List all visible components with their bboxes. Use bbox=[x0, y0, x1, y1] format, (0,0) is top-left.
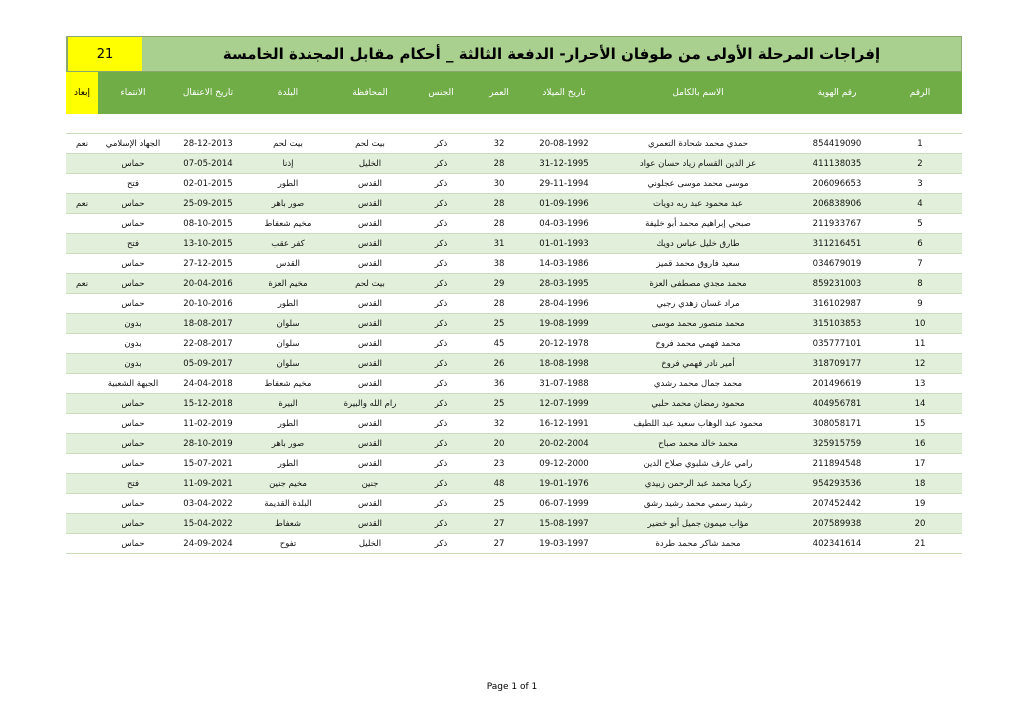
cell-arrest: 25-09-2015 bbox=[168, 194, 248, 214]
table-row bbox=[66, 454, 962, 474]
cell-num: 8 bbox=[878, 274, 962, 294]
cell-deport: نعم bbox=[66, 134, 98, 154]
cell-num: 12 bbox=[878, 354, 962, 374]
cell-num: 13 bbox=[878, 374, 962, 394]
cell-affiliation: فتح bbox=[98, 234, 168, 254]
cell-gender: ذكر bbox=[412, 314, 470, 334]
table-row bbox=[66, 394, 962, 414]
cell-name: طارق خليل عباس دويك bbox=[600, 234, 796, 254]
cell-deport bbox=[66, 434, 98, 454]
cell-id: 308058171 bbox=[796, 414, 878, 434]
cell-affiliation: حماس bbox=[98, 274, 168, 294]
table-row bbox=[66, 534, 962, 554]
cell-deport: نعم bbox=[66, 274, 98, 294]
cell-town: مخيم جنين bbox=[248, 474, 328, 494]
cell-birth: 09-12-2000 bbox=[528, 454, 600, 474]
cell-governorate: القدس bbox=[328, 374, 412, 394]
cell-deport bbox=[66, 374, 98, 394]
cell-age: 28 bbox=[470, 214, 528, 234]
cell-town: البلدة القديمة bbox=[248, 494, 328, 514]
cell-name: محمد جمال محمد رشدي bbox=[600, 374, 796, 394]
cell-id: 859231003 bbox=[796, 274, 878, 294]
cell-id: 854419090 bbox=[796, 134, 878, 154]
cell-age: 23 bbox=[470, 454, 528, 474]
cell-num: 5 bbox=[878, 214, 962, 234]
cell-gender: ذكر bbox=[412, 134, 470, 154]
prisoners-table bbox=[66, 72, 962, 554]
cell-town: شعفاط bbox=[248, 514, 328, 534]
col-affiliation-header: الانتماء bbox=[98, 72, 168, 114]
sheet-title: إفراجات المرحلة الأولى من طوفان الأحرار- الدفعة الثالثة _ أحكام مقابل المجندة الخامسة bbox=[142, 37, 961, 71]
cell-governorate: القدس bbox=[328, 414, 412, 434]
cell-age: 29 bbox=[470, 274, 528, 294]
cell-age: 30 bbox=[470, 174, 528, 194]
cell-arrest: 27-12-2015 bbox=[168, 254, 248, 274]
cell-town: الطور bbox=[248, 414, 328, 434]
cell-age: 31 bbox=[470, 234, 528, 254]
cell-age: 25 bbox=[470, 394, 528, 414]
table-row bbox=[66, 254, 962, 274]
cell-governorate: بيت لحم bbox=[328, 274, 412, 294]
total-count-cell: 21 bbox=[67, 37, 142, 71]
cell-governorate: القدس bbox=[328, 434, 412, 454]
table-row bbox=[66, 334, 962, 354]
cell-gender: ذكر bbox=[412, 354, 470, 374]
cell-id: 206096653 bbox=[796, 174, 878, 194]
col-arrest-header: تاريخ الاعتقال bbox=[168, 72, 248, 114]
cell-num: 10 bbox=[878, 314, 962, 334]
cell-id: 206838906 bbox=[796, 194, 878, 214]
cell-birth: 20-02-2004 bbox=[528, 434, 600, 454]
cell-town: الطور bbox=[248, 174, 328, 194]
release-list-sheet bbox=[66, 36, 962, 554]
cell-arrest: 28-10-2019 bbox=[168, 434, 248, 454]
cell-arrest: 22-08-2017 bbox=[168, 334, 248, 354]
cell-name: رامي عارف شلبوي صلاح الدين bbox=[600, 454, 796, 474]
cell-num: 3 bbox=[878, 174, 962, 194]
cell-town: صور باهر bbox=[248, 194, 328, 214]
table-row bbox=[66, 434, 962, 454]
cell-num: 14 bbox=[878, 394, 962, 414]
table-row bbox=[66, 234, 962, 254]
cell-arrest: 11-02-2019 bbox=[168, 414, 248, 434]
cell-affiliation: فتح bbox=[98, 474, 168, 494]
cell-birth: 19-01-1976 bbox=[528, 474, 600, 494]
cell-town: بيت لحم bbox=[248, 134, 328, 154]
table-row bbox=[66, 134, 962, 154]
cell-age: 38 bbox=[470, 254, 528, 274]
cell-name: محمد خالد محمد صباح bbox=[600, 434, 796, 454]
cell-deport bbox=[66, 294, 98, 314]
cell-birth: 29-11-1994 bbox=[528, 174, 600, 194]
cell-name: محمد فهمي محمد فروخ bbox=[600, 334, 796, 354]
cell-affiliation: حماس bbox=[98, 214, 168, 234]
cell-affiliation: حماس bbox=[98, 154, 168, 174]
cell-gender: ذكر bbox=[412, 454, 470, 474]
cell-town: مخيم العزة bbox=[248, 274, 328, 294]
cell-name: سعيد فاروق محمد قميز bbox=[600, 254, 796, 274]
cell-birth: 12-07-1999 bbox=[528, 394, 600, 414]
cell-gender: ذكر bbox=[412, 374, 470, 394]
cell-name: رشيد رسمي محمد رشيد رشق bbox=[600, 494, 796, 514]
cell-birth: 15-08-1997 bbox=[528, 514, 600, 534]
cell-age: 25 bbox=[470, 494, 528, 514]
cell-num: 16 bbox=[878, 434, 962, 454]
cell-deport bbox=[66, 394, 98, 414]
col-birth-header: تاريخ الميلاد bbox=[528, 72, 600, 114]
cell-governorate: الخليل bbox=[328, 534, 412, 554]
table-row bbox=[66, 414, 962, 434]
cell-arrest: 08-10-2015 bbox=[168, 214, 248, 234]
cell-age: 28 bbox=[470, 294, 528, 314]
cell-num: 4 bbox=[878, 194, 962, 214]
cell-id: 954293536 bbox=[796, 474, 878, 494]
cell-deport bbox=[66, 334, 98, 354]
cell-gender: ذكر bbox=[412, 334, 470, 354]
cell-birth: 31-07-1988 bbox=[528, 374, 600, 394]
cell-affiliation: حماس bbox=[98, 254, 168, 274]
cell-arrest: 24-04-2018 bbox=[168, 374, 248, 394]
col-age-header: العمر bbox=[470, 72, 528, 114]
cell-town: سلوان bbox=[248, 314, 328, 334]
cell-governorate: بيت لحم bbox=[328, 134, 412, 154]
cell-gender: ذكر bbox=[412, 474, 470, 494]
cell-deport: نعم bbox=[66, 194, 98, 214]
cell-birth: 28-03-1995 bbox=[528, 274, 600, 294]
cell-affiliation: حماس bbox=[98, 494, 168, 514]
cell-num: 18 bbox=[878, 474, 962, 494]
table-row bbox=[66, 194, 962, 214]
cell-affiliation: حماس bbox=[98, 294, 168, 314]
cell-age: 48 bbox=[470, 474, 528, 494]
cell-affiliation: الجهاد الإسلامي bbox=[98, 134, 168, 154]
cell-id: 207589938 bbox=[796, 514, 878, 534]
cell-id: 211933767 bbox=[796, 214, 878, 234]
cell-birth: 20-08-1992 bbox=[528, 134, 600, 154]
cell-governorate: القدس bbox=[328, 174, 412, 194]
cell-arrest: 02-01-2015 bbox=[168, 174, 248, 194]
cell-age: 28 bbox=[470, 194, 528, 214]
cell-name: محمد مجدي مصطفى العزة bbox=[600, 274, 796, 294]
cell-name: حمدي محمد شحادة التعمري bbox=[600, 134, 796, 154]
cell-birth: 01-09-1996 bbox=[528, 194, 600, 214]
table-row bbox=[66, 314, 962, 334]
cell-arrest: 24-09-2024 bbox=[168, 534, 248, 554]
cell-affiliation: بدون bbox=[98, 334, 168, 354]
col-name-header: الاسم بالكامل bbox=[600, 72, 796, 114]
cell-age: 32 bbox=[470, 414, 528, 434]
cell-birth: 18-08-1998 bbox=[528, 354, 600, 374]
cell-governorate: القدس bbox=[328, 194, 412, 214]
cell-birth: 31-12-1995 bbox=[528, 154, 600, 174]
cell-affiliation: بدون bbox=[98, 354, 168, 374]
cell-governorate: جنين bbox=[328, 474, 412, 494]
cell-arrest: 13-10-2015 bbox=[168, 234, 248, 254]
cell-num: 1 bbox=[878, 134, 962, 154]
cell-age: 27 bbox=[470, 514, 528, 534]
cell-id: 035777101 bbox=[796, 334, 878, 354]
cell-num: 7 bbox=[878, 254, 962, 274]
cell-deport bbox=[66, 214, 98, 234]
table-row bbox=[66, 354, 962, 374]
cell-affiliation: حماس bbox=[98, 414, 168, 434]
cell-gender: ذكر bbox=[412, 214, 470, 234]
cell-age: 28 bbox=[470, 154, 528, 174]
cell-deport bbox=[66, 234, 98, 254]
cell-name: موسى محمد موسى عجلوني bbox=[600, 174, 796, 194]
cell-deport bbox=[66, 314, 98, 334]
cell-deport bbox=[66, 454, 98, 474]
cell-name: مراد غسان زهدي رجبي bbox=[600, 294, 796, 314]
cell-affiliation: حماس bbox=[98, 454, 168, 474]
cell-arrest: 18-08-2017 bbox=[168, 314, 248, 334]
cell-affiliation: حماس bbox=[98, 194, 168, 214]
cell-id: 211894548 bbox=[796, 454, 878, 474]
cell-deport bbox=[66, 534, 98, 554]
table-row bbox=[66, 214, 962, 234]
cell-gender: ذكر bbox=[412, 194, 470, 214]
cell-birth: 06-07-1999 bbox=[528, 494, 600, 514]
cell-name: مؤاب ميمون جميل أبو خضير bbox=[600, 514, 796, 534]
cell-name: صبحي إبراهيم محمد أبو خليفة bbox=[600, 214, 796, 234]
cell-gender: ذكر bbox=[412, 514, 470, 534]
table-row bbox=[66, 154, 962, 174]
cell-num: 21 bbox=[878, 534, 962, 554]
cell-affiliation: بدون bbox=[98, 314, 168, 334]
table-body bbox=[66, 114, 962, 554]
cell-affiliation: حماس bbox=[98, 394, 168, 414]
cell-town: صور باهر bbox=[248, 434, 328, 454]
cell-gender: ذكر bbox=[412, 494, 470, 514]
cell-id: 316102987 bbox=[796, 294, 878, 314]
cell-id: 318709177 bbox=[796, 354, 878, 374]
cell-deport bbox=[66, 154, 98, 174]
cell-name: عبد محمود عبد ربه دويات bbox=[600, 194, 796, 214]
cell-id: 315103853 bbox=[796, 314, 878, 334]
cell-arrest: 20-10-2016 bbox=[168, 294, 248, 314]
col-gender-header: الجنس bbox=[412, 72, 470, 114]
col-deport-header: إبعاد bbox=[66, 72, 98, 114]
table-row bbox=[66, 374, 962, 394]
spacer-row bbox=[66, 114, 962, 134]
cell-birth: 04-03-1996 bbox=[528, 214, 600, 234]
cell-name: أمير نادر فهمي فروخ bbox=[600, 354, 796, 374]
cell-name: عز الدين القسام زياد حسان عواد bbox=[600, 154, 796, 174]
col-num-header: الرقم bbox=[878, 72, 962, 114]
cell-gender: ذكر bbox=[412, 534, 470, 554]
spacer-cell bbox=[66, 114, 962, 134]
cell-birth: 19-03-1997 bbox=[528, 534, 600, 554]
cell-governorate: القدس bbox=[328, 314, 412, 334]
cell-town: سلوان bbox=[248, 334, 328, 354]
cell-age: 20 bbox=[470, 434, 528, 454]
page-footer: Page 1 of 1 bbox=[486, 682, 538, 692]
cell-gender: ذكر bbox=[412, 394, 470, 414]
cell-num: 2 bbox=[878, 154, 962, 174]
cell-deport bbox=[66, 174, 98, 194]
cell-governorate: القدس bbox=[328, 334, 412, 354]
cell-town: تفوح bbox=[248, 534, 328, 554]
cell-affiliation: حماس bbox=[98, 514, 168, 534]
cell-birth: 01-01-1993 bbox=[528, 234, 600, 254]
cell-num: 19 bbox=[878, 494, 962, 514]
cell-age: 25 bbox=[470, 314, 528, 334]
cell-governorate: القدس bbox=[328, 354, 412, 374]
cell-town: مخيم شعفاط bbox=[248, 374, 328, 394]
cell-gender: ذكر bbox=[412, 174, 470, 194]
cell-deport bbox=[66, 414, 98, 434]
cell-arrest: 11-09-2021 bbox=[168, 474, 248, 494]
cell-birth: 16-12-1991 bbox=[528, 414, 600, 434]
cell-affiliation: حماس bbox=[98, 434, 168, 454]
header-row bbox=[66, 72, 962, 114]
cell-governorate: القدس bbox=[328, 494, 412, 514]
cell-num: 20 bbox=[878, 514, 962, 534]
cell-id: 402341614 bbox=[796, 534, 878, 554]
cell-name: محمد شاكر محمد طردة bbox=[600, 534, 796, 554]
cell-town: إذنا bbox=[248, 154, 328, 174]
cell-affiliation: فتح bbox=[98, 174, 168, 194]
table-row bbox=[66, 274, 962, 294]
cell-arrest: 20-04-2016 bbox=[168, 274, 248, 294]
cell-arrest: 15-04-2022 bbox=[168, 514, 248, 534]
cell-deport bbox=[66, 494, 98, 514]
cell-gender: ذكر bbox=[412, 274, 470, 294]
table-row bbox=[66, 494, 962, 514]
cell-arrest: 07-05-2014 bbox=[168, 154, 248, 174]
cell-arrest: 15-12-2018 bbox=[168, 394, 248, 414]
cell-age: 27 bbox=[470, 534, 528, 554]
cell-governorate: القدس bbox=[328, 254, 412, 274]
cell-birth: 20-12-1978 bbox=[528, 334, 600, 354]
col-town-header: البلدة bbox=[248, 72, 328, 114]
cell-gender: ذكر bbox=[412, 154, 470, 174]
cell-id: 411138035 bbox=[796, 154, 878, 174]
cell-deport bbox=[66, 254, 98, 274]
cell-governorate: القدس bbox=[328, 514, 412, 534]
cell-governorate: رام الله والبيرة bbox=[328, 394, 412, 414]
cell-town: البيرة bbox=[248, 394, 328, 414]
cell-gender: ذكر bbox=[412, 414, 470, 434]
cell-num: 6 bbox=[878, 234, 962, 254]
cell-town: مخيم شعفاط bbox=[248, 214, 328, 234]
cell-governorate: القدس bbox=[328, 454, 412, 474]
cell-arrest: 28-12-2013 bbox=[168, 134, 248, 154]
cell-gender: ذكر bbox=[412, 254, 470, 274]
cell-id: 311216451 bbox=[796, 234, 878, 254]
title-row bbox=[66, 36, 962, 72]
col-governorate-header: المحافظة bbox=[328, 72, 412, 114]
cell-deport bbox=[66, 514, 98, 534]
cell-num: 9 bbox=[878, 294, 962, 314]
cell-gender: ذكر bbox=[412, 434, 470, 454]
cell-birth: 19-08-1999 bbox=[528, 314, 600, 334]
cell-deport bbox=[66, 474, 98, 494]
cell-age: 36 bbox=[470, 374, 528, 394]
cell-name: زكريا محمد عبد الرحمن زبيدي bbox=[600, 474, 796, 494]
table-row bbox=[66, 294, 962, 314]
cell-deport bbox=[66, 354, 98, 374]
cell-age: 26 bbox=[470, 354, 528, 374]
cell-governorate: الخليل bbox=[328, 154, 412, 174]
cell-affiliation: حماس bbox=[98, 534, 168, 554]
cell-id: 325915759 bbox=[796, 434, 878, 454]
cell-town: الطور bbox=[248, 454, 328, 474]
cell-id: 404956781 bbox=[796, 394, 878, 414]
col-id-header: رقم الهوية bbox=[796, 72, 878, 114]
cell-id: 034679019 bbox=[796, 254, 878, 274]
cell-num: 17 bbox=[878, 454, 962, 474]
cell-num: 11 bbox=[878, 334, 962, 354]
cell-town: سلوان bbox=[248, 354, 328, 374]
cell-age: 32 bbox=[470, 134, 528, 154]
cell-governorate: القدس bbox=[328, 294, 412, 314]
cell-birth: 28-04-1996 bbox=[528, 294, 600, 314]
cell-town: القدس bbox=[248, 254, 328, 274]
cell-name: محمود رمضان محمد حلبي bbox=[600, 394, 796, 414]
cell-name: محمود عبد الوهاب سعيد عبد اللطيف bbox=[600, 414, 796, 434]
cell-town: الطور bbox=[248, 294, 328, 314]
cell-arrest: 05-09-2017 bbox=[168, 354, 248, 374]
cell-governorate: القدس bbox=[328, 214, 412, 234]
cell-name: محمد منصور محمد موسى bbox=[600, 314, 796, 334]
cell-id: 201496619 bbox=[796, 374, 878, 394]
table-row bbox=[66, 514, 962, 534]
table-row bbox=[66, 474, 962, 494]
cell-arrest: 03-04-2022 bbox=[168, 494, 248, 514]
table-row bbox=[66, 174, 962, 194]
cell-arrest: 15-07-2021 bbox=[168, 454, 248, 474]
cell-governorate: القدس bbox=[328, 234, 412, 254]
cell-gender: ذكر bbox=[412, 294, 470, 314]
cell-id: 207452442 bbox=[796, 494, 878, 514]
cell-gender: ذكر bbox=[412, 234, 470, 254]
cell-town: كفر عقب bbox=[248, 234, 328, 254]
cell-num: 15 bbox=[878, 414, 962, 434]
cell-age: 45 bbox=[470, 334, 528, 354]
cell-birth: 14-03-1986 bbox=[528, 254, 600, 274]
cell-affiliation: الجبهة الشعبية bbox=[98, 374, 168, 394]
